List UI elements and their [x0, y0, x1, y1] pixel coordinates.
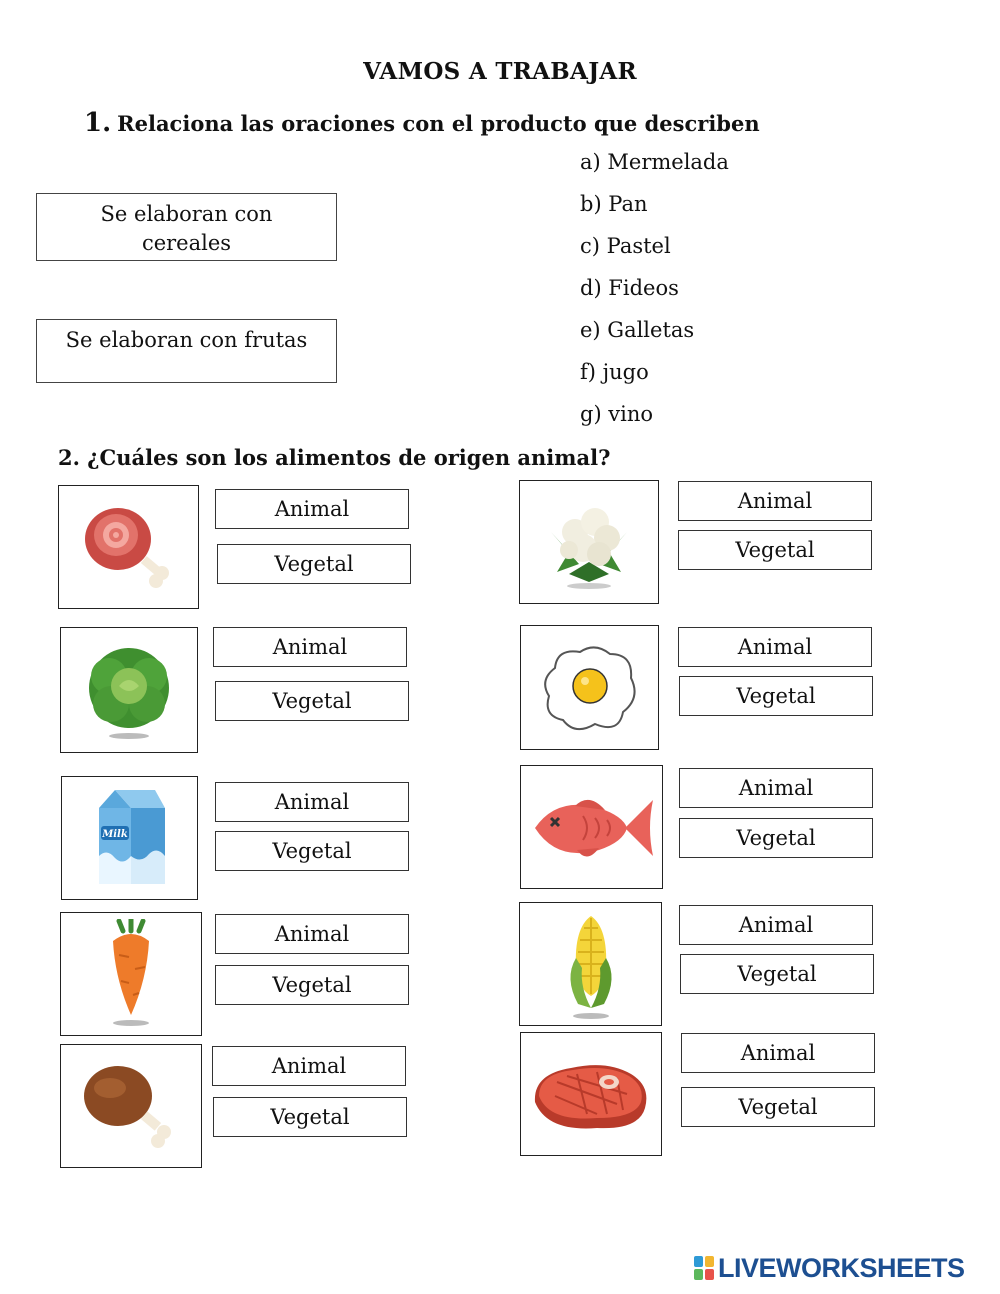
statement-text: Se elaboran con cereales	[100, 202, 273, 255]
statement-text: Se elaboran con frutas	[65, 328, 308, 352]
option-b[interactable]: b) Pan	[580, 192, 648, 216]
liveworksheets-logo	[694, 1252, 965, 1284]
vegetal-button[interactable]: Vegetal	[215, 681, 409, 721]
option-e[interactable]: e) Galletas	[580, 318, 695, 342]
option-g[interactable]: g) vino	[580, 402, 654, 426]
vegetal-button[interactable]: Vegetal	[679, 676, 873, 716]
animal-button[interactable]: Animal	[678, 481, 872, 521]
question-1-heading	[84, 108, 760, 138]
question-1-text: Relaciona las oraciones con el producto que describen	[117, 111, 760, 136]
question-1-number: 1.	[84, 108, 112, 138]
food-image-egg	[520, 625, 659, 750]
statement-box-frutas[interactable]	[36, 319, 337, 383]
chicken-leg-icon	[76, 1058, 186, 1154]
ham-icon	[74, 499, 184, 595]
vegetal-button[interactable]: Vegetal	[215, 831, 409, 871]
vegetal-button[interactable]: Vegetal	[681, 1087, 875, 1127]
vegetal-button[interactable]: Vegetal	[217, 544, 411, 584]
milk-label: Milk	[101, 829, 128, 840]
food-image-milk	[61, 776, 198, 900]
animal-button[interactable]: Animal	[213, 627, 407, 667]
logo-text: LIVEWORKSHEETS	[718, 1252, 965, 1283]
food-image-carrot	[60, 912, 202, 1036]
fish-icon	[527, 782, 657, 872]
food-image-steak	[520, 1032, 662, 1156]
vegetal-button[interactable]: Vegetal	[678, 530, 872, 570]
carrot-icon	[101, 919, 161, 1029]
vegetal-button[interactable]: Vegetal	[215, 965, 409, 1005]
option-c[interactable]: c) Pastel	[580, 234, 671, 258]
animal-button[interactable]: Animal	[215, 914, 409, 954]
animal-button[interactable]: Animal	[681, 1033, 875, 1073]
lettuce-icon	[79, 638, 179, 742]
option-a[interactable]: a) Mermelada	[580, 150, 729, 174]
question-2-heading: 2. ¿Cuáles son los alimentos de origen animal?	[58, 445, 611, 470]
milk-carton-icon	[85, 786, 175, 890]
food-image-corn	[519, 902, 662, 1026]
food-image-ham	[58, 485, 199, 609]
food-image-chicken-leg	[60, 1044, 202, 1168]
steak-icon	[527, 1052, 655, 1136]
vegetal-button[interactable]: Vegetal	[213, 1097, 407, 1137]
logo-mark-icon	[694, 1256, 714, 1280]
egg-icon	[535, 638, 645, 738]
page-title: VAMOS A TRABAJAR	[363, 58, 637, 85]
animal-button[interactable]: Animal	[215, 489, 409, 529]
animal-button[interactable]: Animal	[679, 768, 873, 808]
cauliflower-icon	[539, 492, 639, 592]
option-d[interactable]: d) Fideos	[580, 276, 679, 300]
statement-box-cereales[interactable]	[36, 193, 337, 261]
animal-button[interactable]: Animal	[678, 627, 872, 667]
food-image-cauliflower	[519, 480, 659, 604]
food-image-lettuce	[60, 627, 198, 753]
food-image-fish	[520, 765, 663, 889]
animal-button[interactable]: Animal	[212, 1046, 406, 1086]
vegetal-button[interactable]: Vegetal	[680, 954, 874, 994]
animal-button[interactable]: Animal	[215, 782, 409, 822]
option-f[interactable]: f) jugo	[580, 360, 649, 384]
corn-icon	[556, 908, 626, 1020]
vegetal-button[interactable]: Vegetal	[679, 818, 873, 858]
animal-button[interactable]: Animal	[679, 905, 873, 945]
